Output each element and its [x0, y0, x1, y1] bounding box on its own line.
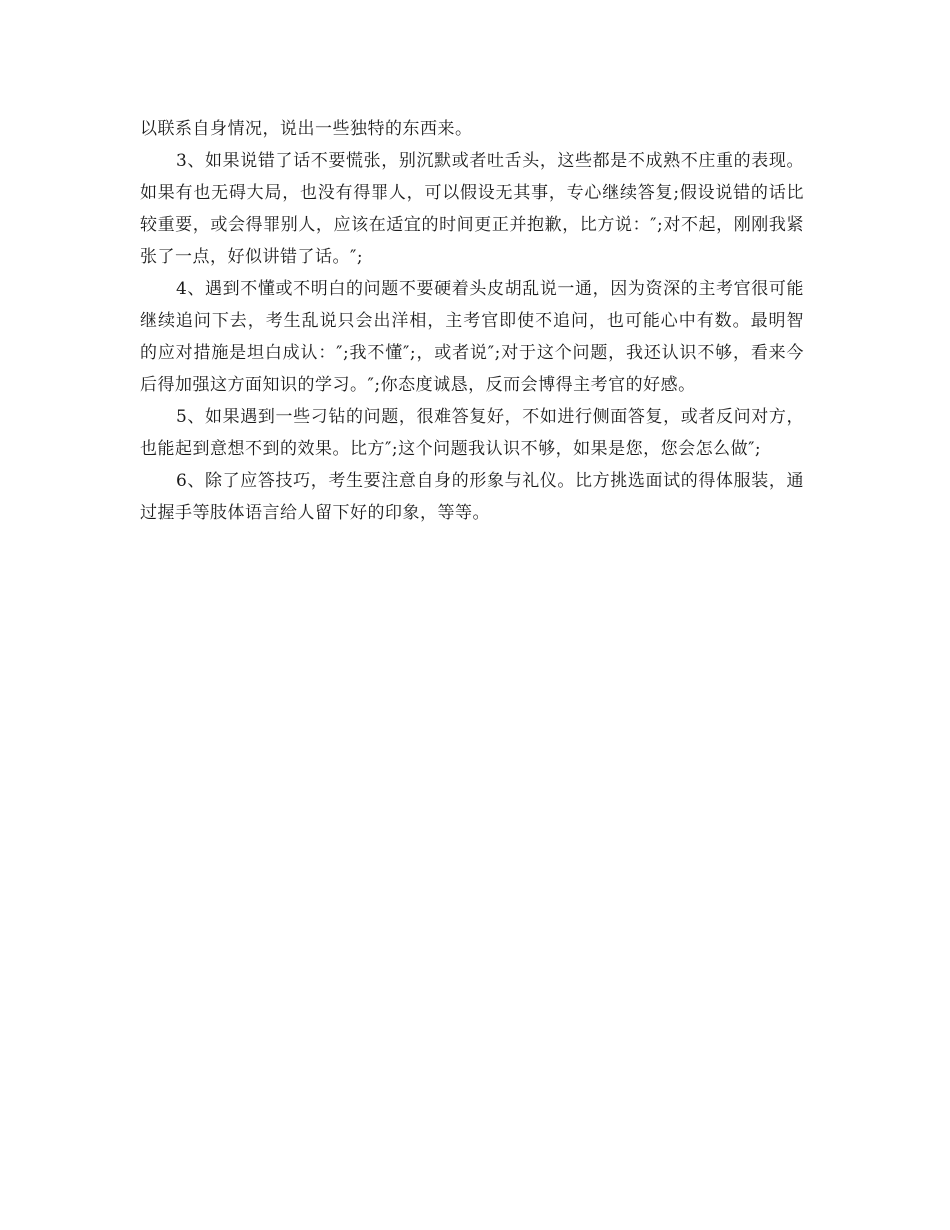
paragraph-item-6: 6、除了应答技巧，考生要注意自身的形象与礼仪。比方挑选面试的得体服装，通过握手等肢体语言给人留下好的印象，等等。 — [140, 471, 804, 523]
document-body — [140, 113, 804, 529]
paragraph-item-3: 3、如果说错了话不要慌张，别沉默或者吐舌头，这些都是不成熟不庄重的表现。如果有也无碍大局，也没有得罪人，可以假设无其事，专心继续答复;假设说错的话比较重要，或会得罪别人，应该在适宜的时间更正并抱歉，比方说：″;对不起，刚刚我紧张了一点，好似讲错了话。″; — [140, 151, 804, 267]
paragraph-item-5: 5、如果遇到一些刁钻的问题，很难答复好，不如进行侧面答复，或者反问对方，也能起到意想不到的效果。比方″;这个问题我认识不够，如果是您，您会怎么做″; — [140, 407, 804, 459]
paragraph-item-4: 4、遇到不懂或不明白的问题不要硬着头皮胡乱说一通，因为资深的主考官很可能继续追问下去，考生乱说只会出洋相，主考官即使不追问，也可能心中有数。最明智的应对措施是坦白成认：″;我不懂″;，或者说″;对于这个问题，我还认识不够，看来今后得加强这方面知识的学习。″;你态度诚恳，反而会博得主考官的好感。 — [140, 279, 804, 395]
paragraph-continuation: 以联系自身情况，说出一些独特的东西来。 — [140, 119, 473, 139]
